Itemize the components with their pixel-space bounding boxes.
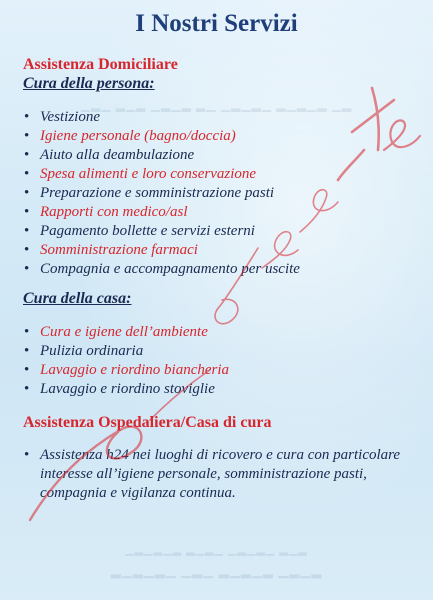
bleed-through-text: ▂▁▂▁▂▁ ▁▂▁ ▂▁▂▁▂ ▁▂▁▂ (110, 563, 323, 578)
bullet-icon: • (24, 128, 30, 144)
bullet-icon: • (24, 147, 30, 163)
bullet-icon: • (24, 166, 30, 182)
list-item (23, 241, 418, 260)
bullet-icon: • (24, 185, 30, 201)
list-item-text: Aiuto alla deambulazione (40, 147, 195, 163)
list-item-text: Vestizione (40, 109, 100, 125)
list-item (23, 184, 418, 203)
house-care-list (23, 323, 418, 399)
list-item (23, 446, 418, 503)
hospital-care-heading: Assistenza Ospedaliera/Casa di cura (23, 414, 272, 431)
list-item-text: Preparazione e somministrazione pasti (40, 185, 275, 201)
hospital-care-list (23, 446, 418, 503)
list-item-text: Lavaggio e riordino biancheria (40, 362, 230, 378)
list-item (23, 260, 418, 279)
page-title: I Nostri Servizi (135, 10, 298, 37)
bullet-icon: • (24, 324, 30, 340)
list-item (23, 165, 418, 184)
list-item (23, 108, 418, 127)
bullet-icon: • (24, 343, 30, 359)
bullet-icon: • (24, 109, 30, 125)
list-item-text: Rapporti con medico/asl (40, 204, 188, 220)
list-item-text: Somministrazione farmaci (40, 242, 198, 258)
bullet-icon: • (24, 261, 30, 277)
list-item (23, 380, 418, 399)
list-item-text: Assistenza h24 nei luoghi di ricovero e cura con particolare interesse all’igiene personale, somministrazione pasti, compagnia e vigilanza continua. (40, 447, 401, 501)
personal-care-list (23, 108, 418, 279)
list-item-text: Igiene personale (bagno/doccia) (40, 128, 236, 144)
list-item (23, 361, 418, 380)
bullet-icon: • (24, 362, 30, 378)
personal-care-subheading: Cura della persona: (23, 75, 155, 92)
bleed-through-text: ▁▂▁▂▁▂ ▂▁▂▁ ▁▂▁▂▁ ▂▁▂ (125, 544, 308, 556)
list-item-text: Cura e igiene dell’ambiente (40, 324, 208, 340)
list-item-text: Lavaggio e riordino stoviglie (40, 381, 215, 397)
list-item (23, 222, 418, 241)
bullet-icon: • (24, 381, 30, 397)
bullet-icon: • (24, 204, 30, 220)
home-care-heading: Assistenza Domiciliare (23, 56, 178, 73)
bullet-icon: • (24, 223, 30, 239)
list-item (23, 127, 418, 146)
list-item (23, 342, 418, 361)
list-item-text: Compagnia e accompagnamento per uscite (40, 261, 300, 277)
list-item-text: Pagamento bollette e servizi esterni (40, 223, 255, 239)
list-item (23, 323, 418, 342)
list-item (23, 203, 418, 222)
bullet-icon: • (24, 447, 30, 463)
list-item (23, 146, 418, 165)
bleed-through-text: ▁▂▁ ▂▁▂ ▁▂▁▂ ▂▁ ▁▂▁▂▁ ▂▁▂▁▂ ▁▂ (80, 98, 353, 112)
list-item-text: Spesa alimenti e loro conservazione (40, 166, 257, 182)
list-item-text: Pulizia ordinaria (40, 343, 144, 359)
bullet-icon: • (24, 242, 30, 258)
house-care-subheading: Cura della casa: (23, 290, 132, 307)
